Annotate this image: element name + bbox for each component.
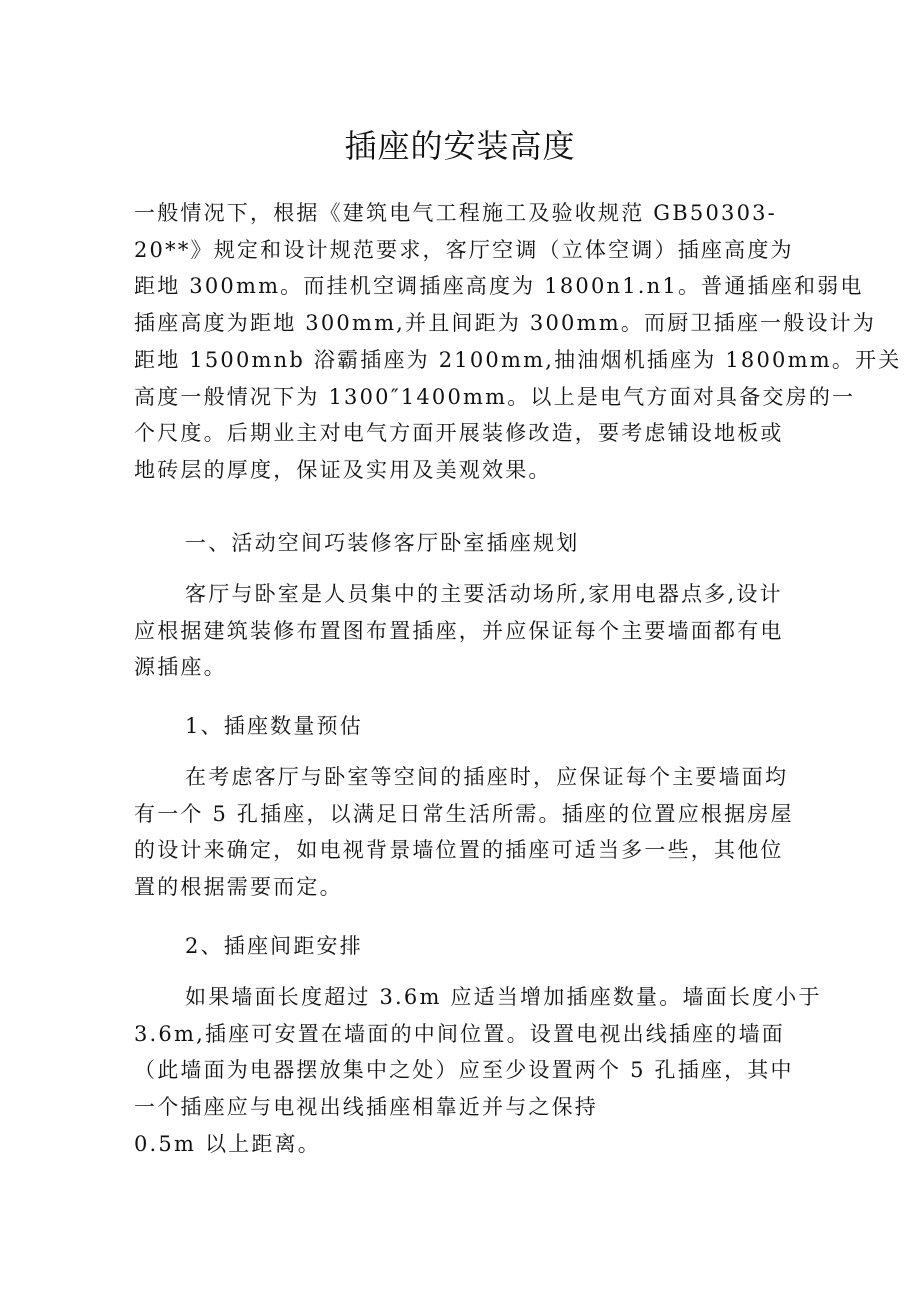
- paragraph-line: 3.6m,插座可安置在墙面的中间位置。设置电视出线插座的墙面: [134, 1021, 785, 1046]
- subsection1-paragraph: [134, 759, 794, 906]
- paragraph-line: （此墙面为电器摆放集中之处）应至少设置两个 5 孔插座，其中: [134, 1058, 794, 1083]
- paragraph-line: 有一个 5 孔插座，以满足日常生活所需。插座的位置应根据房屋: [134, 801, 794, 826]
- paragraph-line: 客厅与卧室是人员集中的主要活动场所,家用电器点多,设计: [185, 582, 783, 606]
- subsection-heading: 2、插座间距安排: [185, 934, 363, 958]
- paragraph-line: 应根据建筑装修布置图布置插座，并应保证每个主要墙面都有电: [134, 618, 784, 643]
- paragraph-line: 距地 300mm。而挂机空调插座高度为 1800n1.n1。普通插座和弱电: [134, 274, 864, 299]
- paragraph-line: 高度一般情况下为 1300″1400mm。以上是电气方面对具备交房的一: [134, 384, 856, 409]
- paragraph-line: 源插座。: [134, 655, 227, 680]
- paragraph-line: 个尺度。后期业主对电气方面开展装修改造，要考虑铺设地板或: [134, 421, 784, 446]
- paragraph-line: 0.5m 以上距离。: [134, 1131, 321, 1156]
- paragraph-line: 在考虑客厅与卧室等空间的插座时，应保证每个主要墙面均: [185, 765, 789, 789]
- paragraph-line: 地砖层的厚度，保证及实用及美观效果。: [134, 457, 552, 482]
- paragraph-line: 如果墙面长度超过 3.6m 应适当增加插座数量。墙面长度小于: [185, 985, 822, 1009]
- document-title: 插座的安装高度: [344, 127, 576, 165]
- paragraph-line: 20**》规定和设计规范要求，客厅空调（立体空调）插座高度为: [134, 237, 794, 262]
- paragraph-line: 插座高度为距地 300mm,并且间距为 300mm。而厨卫插座一般设计为: [134, 311, 877, 336]
- subsection-heading: 1、插座数量预估: [185, 714, 363, 738]
- section-heading: 一、活动空间巧装修客厅卧室插座规划: [185, 531, 580, 555]
- paragraph-line: 一个插座应与电视出线插座相靠近并与之保持: [134, 1095, 598, 1120]
- paragraph-line: 的设计来确定，如电视背景墙位置的插座可适当多一些，其他位: [134, 838, 784, 863]
- paragraph-line: 一般情况下，根据《建筑电气工程施工及验收规范 GB50303-: [134, 201, 777, 225]
- intro-paragraph: [134, 195, 902, 489]
- section1-paragraph: [134, 576, 790, 686]
- paragraph-line: 距地 1500mnb 浴霸插座为 2100mm,抽油烟机插座为 1800mm。开关: [134, 347, 902, 372]
- subsection2-paragraph: [134, 979, 822, 1163]
- paragraph-line: 置的根据需要而定。: [134, 875, 343, 900]
